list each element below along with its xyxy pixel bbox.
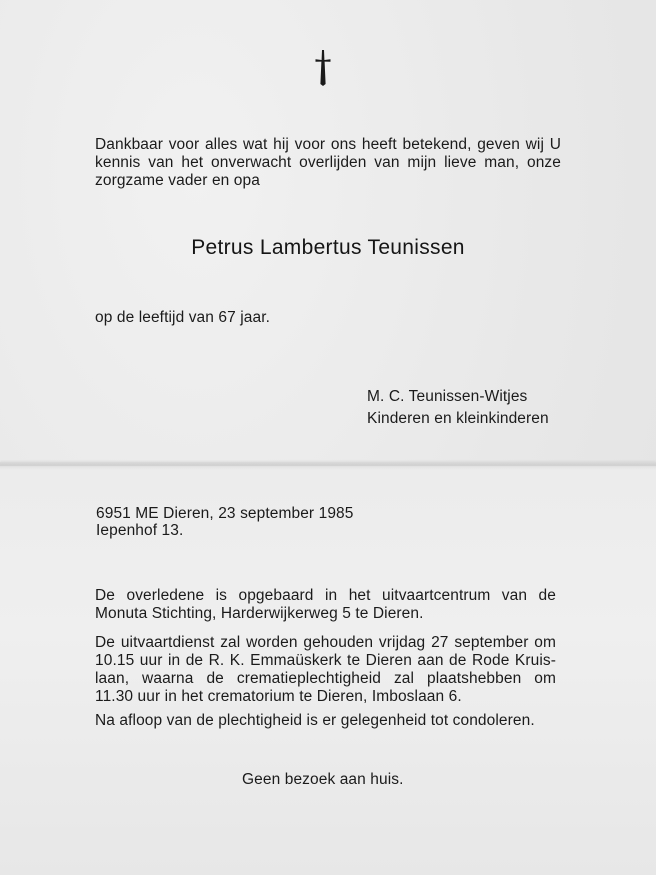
intro-line: zorgzame vader en opa [95,172,260,189]
family-children: Kinderen en kleinkinderen [367,410,549,427]
service-line: De uitvaartdienst zal worden gehouden vrijdag 27 september om [95,634,556,651]
no-visit-line: Geen bezoek aan huis. [242,771,404,788]
address-street: Iepenhof 13. [96,522,184,539]
deceased-name: Petrus Lambertus Teunissen [191,236,465,259]
intro-line: kennis van het onverwacht overlijden van mijn lieve man, onze [95,154,561,171]
service-line: laan, waarna de crematieplechtigheid zal plaatshebben om [95,670,556,687]
family-spouse: M. C. Teunissen-Witjes [367,388,528,405]
service-line: 10.15 uur in de R. K. Emmaüskerk te Dieren aan de Rode Kruis- [95,652,556,669]
service-paragraph [95,634,556,706]
intro-paragraph [95,136,561,190]
service-line: 11.30 uur in het crematorium te Dieren, Imboslaan 6. [95,688,462,705]
card-fold-line [0,462,656,470]
cross-icon [314,50,332,86]
laid-out-line: De overledene is opgebaard in het uitvaartcentrum van de [95,587,556,604]
laid-out-paragraph [95,587,556,623]
address-place-date: 6951 ME Dieren, 23 september 1985 [96,505,354,522]
condolence-line: Na afloop van de plechtigheid is er gelegenheid tot condoleren. [95,712,535,729]
laid-out-line: Monuta Stichting, Harderwijkerweg 5 te Dieren. [95,605,424,622]
intro-line: Dankbaar voor alles wat hij voor ons heeft betekend, geven wij U [95,136,561,153]
age-line: op de leeftijd van 67 jaar. [95,309,271,326]
